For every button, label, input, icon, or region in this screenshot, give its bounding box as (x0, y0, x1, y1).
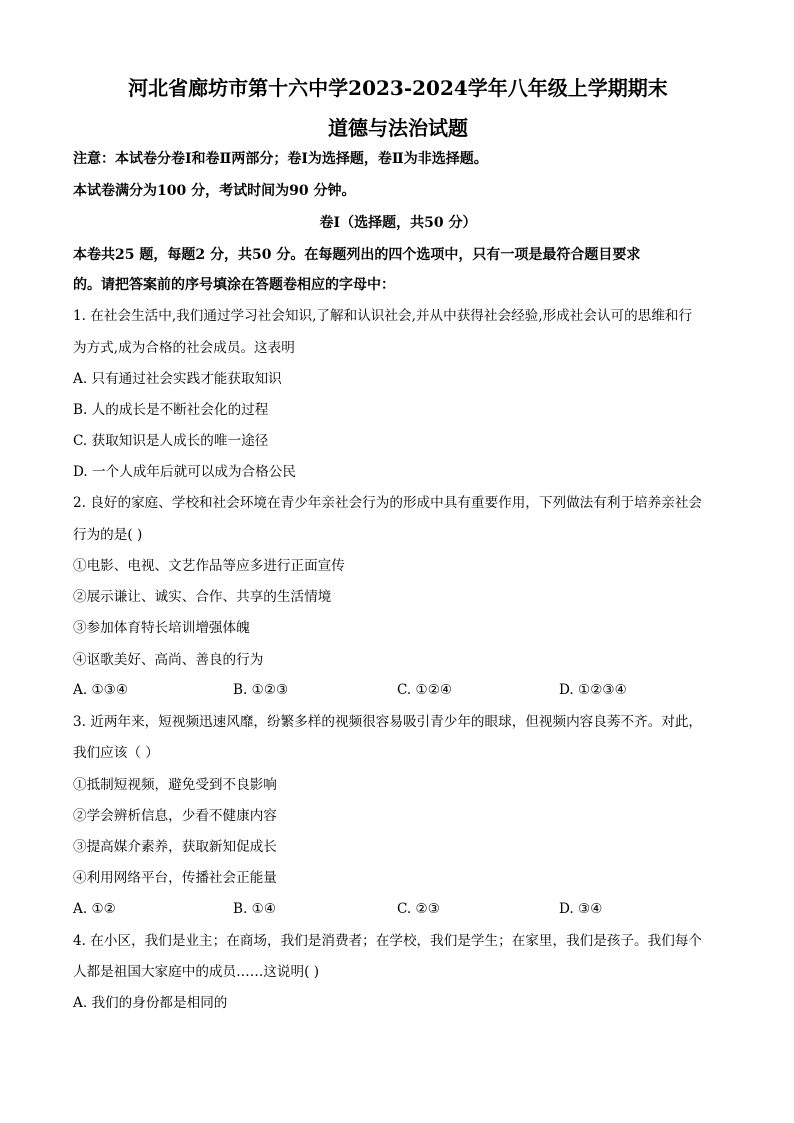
question-4-stem-line-2: 人都是祖国大家庭中的成员……这说明( ) (73, 964, 320, 980)
question-1-option-a: A. 只有通过社会实践才能获取知识 (73, 371, 282, 387)
question-3-option-d: D. ③④ (559, 901, 603, 917)
question-3-item-1: ①抵制短视频，避免受到不良影响 (73, 777, 277, 793)
question-2-stem-line-1: 2. 良好的家庭、学校和社会环境在青少年亲社会行为的形成中具有重要作用，下列做法有利于培养亲社会 (73, 495, 703, 511)
note-line-1: 注意：本试卷分卷Ⅰ和卷Ⅱ两部分；卷Ⅰ为选择题，卷Ⅱ为非选择题。 (73, 151, 488, 167)
question-3-item-3: ③提高媒介素养，获取新知促成长 (73, 839, 277, 855)
question-3-options-row (73, 900, 723, 918)
question-4-stem-line-1: 4. 在小区，我们是业主；在商场，我们是消费者；在学校，我们是学生；在家里，我们是孩子。我们每个 (73, 933, 703, 949)
question-2-options-row (73, 681, 723, 699)
question-2-item-3: ③参加体育特长培训增强体魄 (73, 620, 250, 636)
question-1-stem-line-2: 为方式,成为合格的社会成员。这表明 (73, 340, 295, 356)
exam-title-line1: 河北省廊坊市第十六中学2023-2024学年八年级上学期期末 (128, 76, 668, 100)
question-3-option-b: B. ①④ (233, 901, 277, 917)
question-1-stem-line-1: 1. 在社会生活中,我们通过学习社会知识,了解和认识社会,并从中获得社会经验,形成社会认可的思维和行 (73, 308, 693, 324)
question-3-item-4: ④利用网络平台，传播社会正能量 (73, 870, 277, 886)
question-2-option-c: C. ①②④ (397, 682, 453, 698)
question-2-item-2: ②展示谦让、诚实、合作、共享的生活情境 (73, 589, 332, 605)
question-1-option-d: D. 一个人成年后就可以成为合格公民 (73, 464, 296, 480)
question-1-option-b: B. 人的成长是不断社会化的过程 (73, 402, 269, 418)
question-3-option-c: C. ②③ (397, 901, 440, 917)
question-4-option-a: A. 我们的身份都是相同的 (73, 995, 228, 1011)
question-3-stem-line-1: 3. 近两年来，短视频迅速风靡，纷繁多样的视频很容易吸引青少年的眼球，但视频内容良莠不齐。对此， (73, 714, 703, 730)
question-2-stem-line-2: 行为的是( ) (73, 527, 143, 543)
question-3-option-a: A. ①② (73, 901, 116, 917)
section-instructions-line-1: 本卷共25 题，每题2 分，共50 分。在每题列出的四个选项中，只有一项是最符合题目要求 (73, 247, 641, 263)
question-2-item-1: ①电影、电视、文艺作品等应多进行正面宣传 (73, 558, 345, 574)
question-2-item-4: ④讴歌美好、高尚、善良的行为 (73, 652, 264, 668)
section-instructions-line-2: 的。请把答案前的序号填涂在答题卷相应的字母中： (73, 277, 395, 293)
section-heading: 卷Ⅰ（选择题，共50 分） (319, 215, 477, 231)
exam-title-line2: 道德与法治试题 (328, 116, 468, 140)
question-3-item-2: ②学会辨析信息，少看不健康内容 (73, 808, 277, 824)
question-2-option-b: B. ①②③ (233, 682, 289, 698)
question-3-stem-line-2: 我们应该（ ） (73, 745, 159, 761)
question-1-option-c: C. 获取知识是人成长的唯一途径 (73, 433, 269, 449)
question-2-option-d: D. ①②③④ (559, 682, 627, 698)
note-line-2: 本试卷满分为100 分，考试时间为90 分钟。 (73, 183, 356, 199)
question-2-option-a: A. ①③④ (73, 682, 129, 698)
